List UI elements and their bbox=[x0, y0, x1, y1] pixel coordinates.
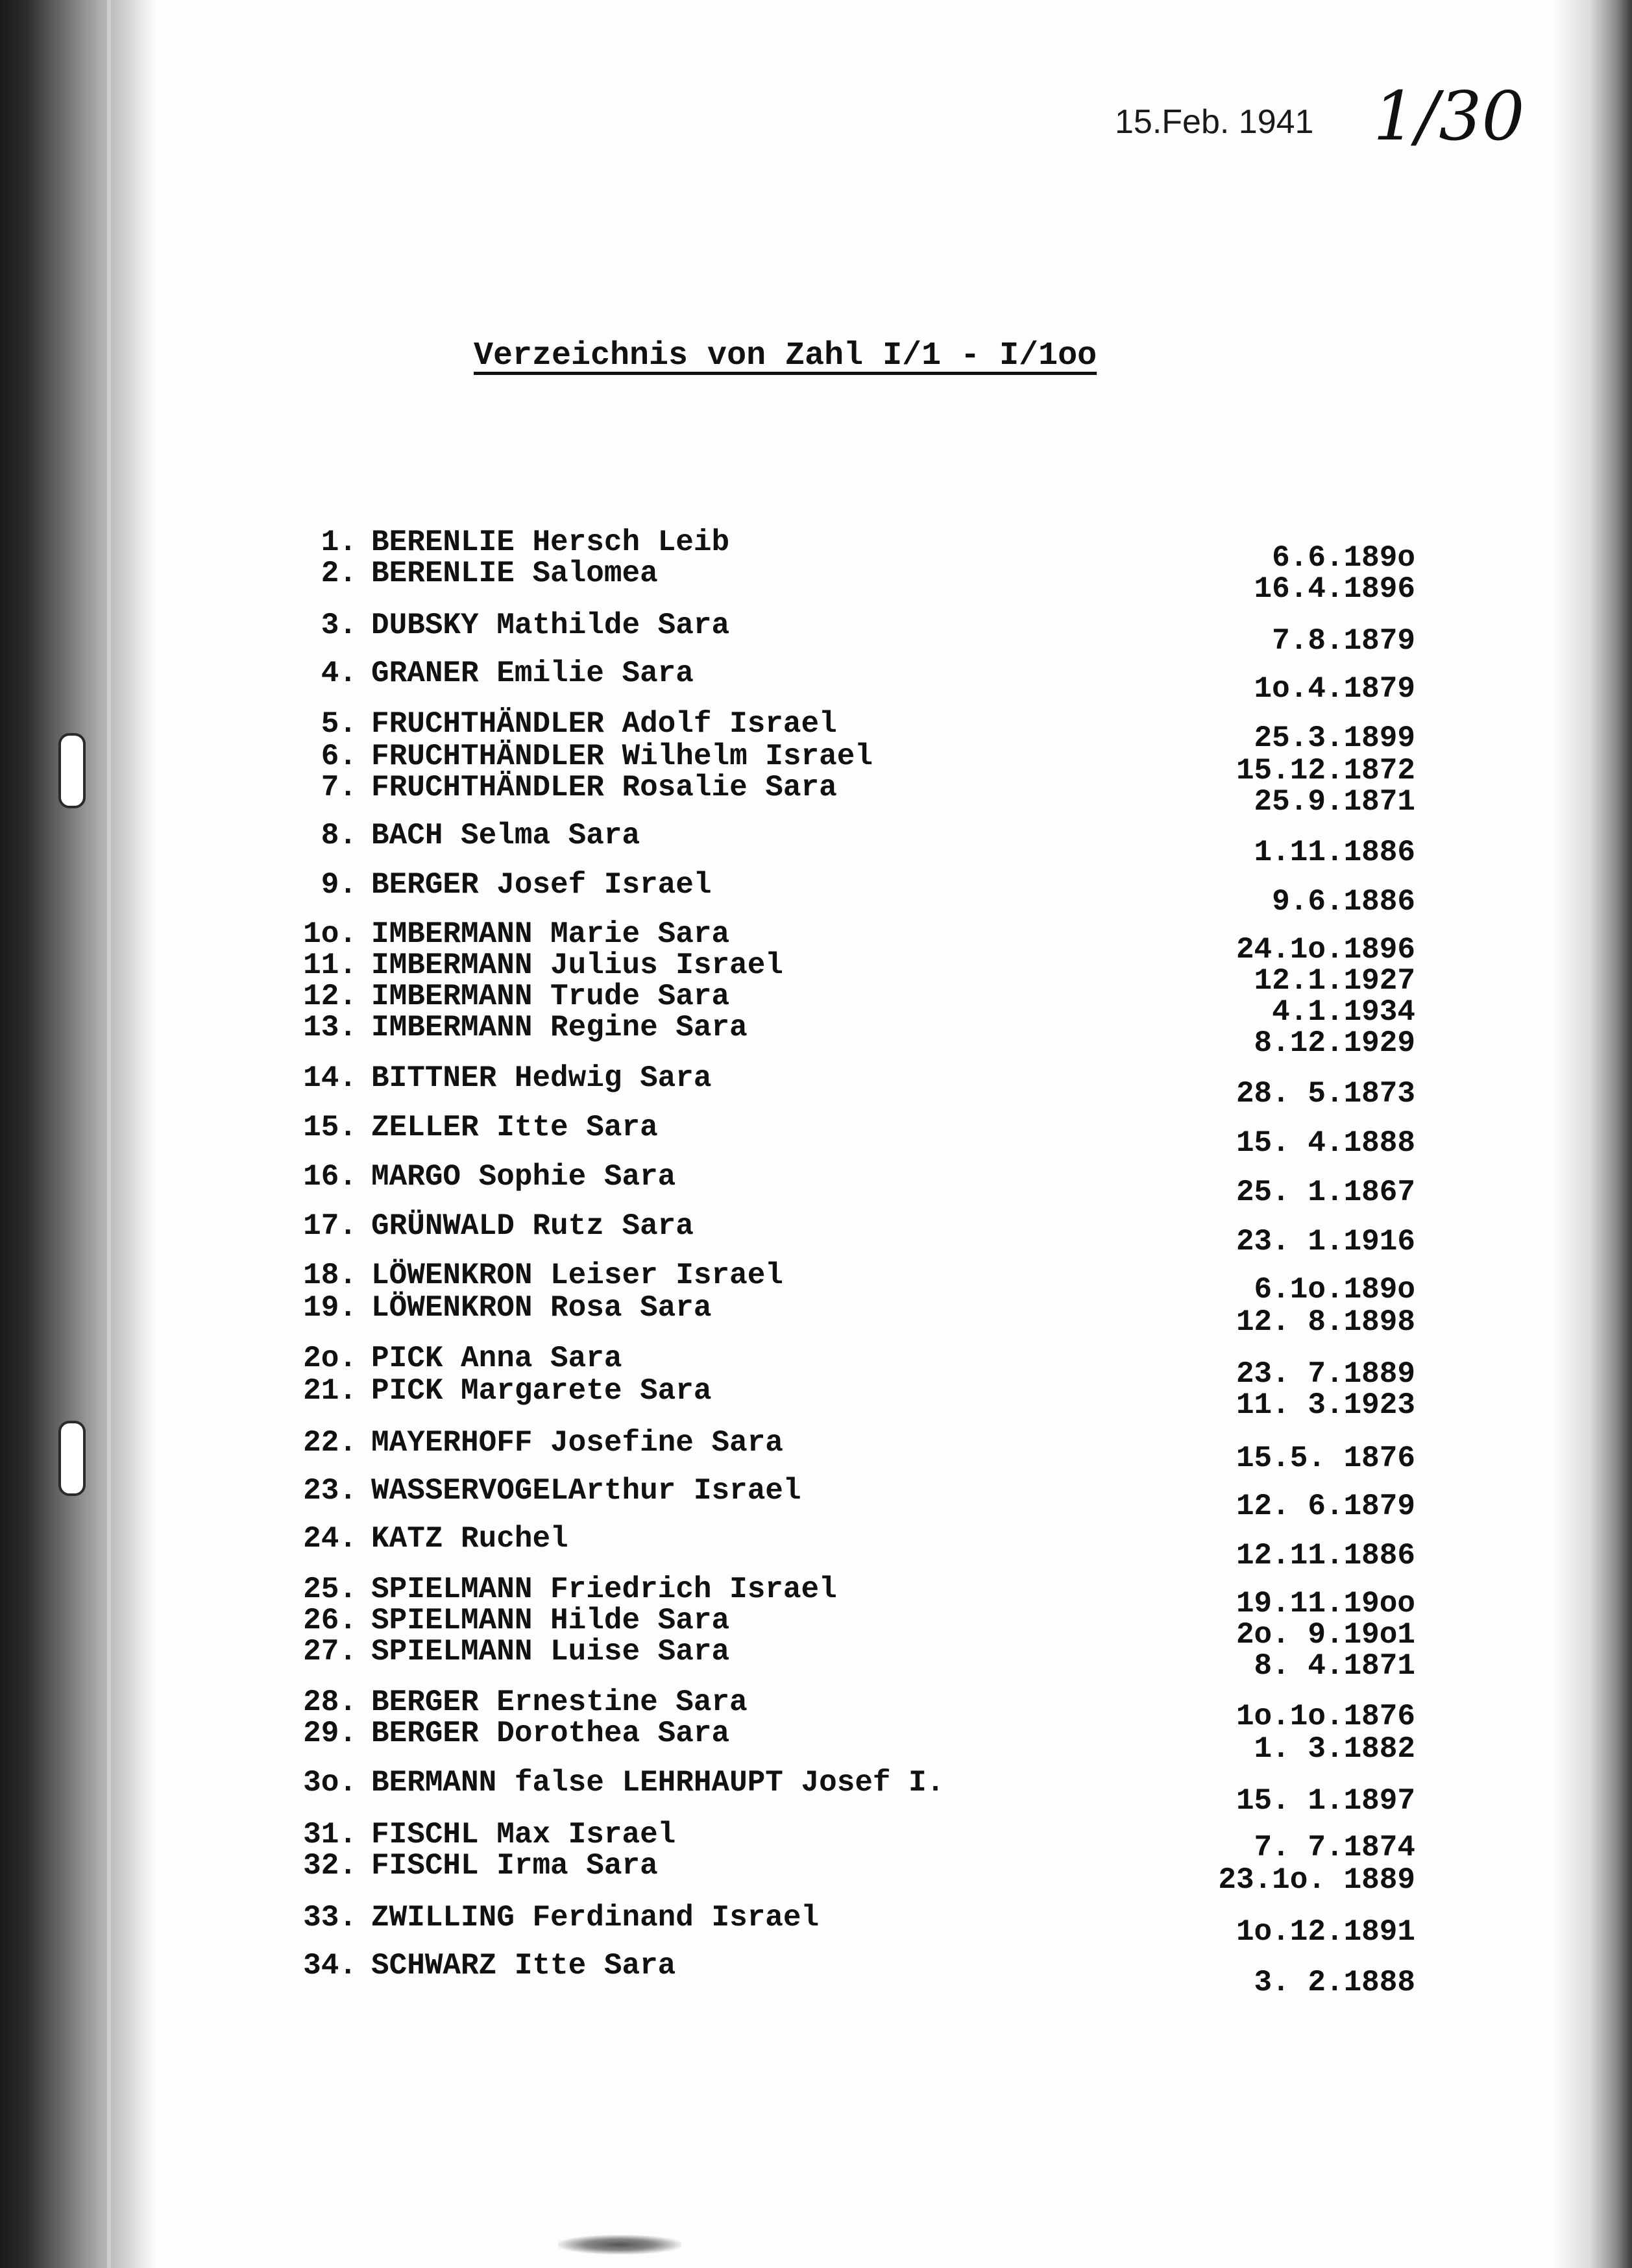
entry-name: PICK Margarete Sara bbox=[371, 1374, 712, 1408]
entry-birth-date: 1o.4.1879 bbox=[1254, 672, 1415, 706]
register-entry bbox=[286, 525, 729, 559]
register-entry bbox=[286, 980, 729, 1013]
entry-number: 34. bbox=[303, 1949, 357, 1983]
entry-birth-date: 15. 4.1888 bbox=[1236, 1126, 1415, 1160]
entry-number: 17. bbox=[303, 1209, 357, 1243]
entry-name: DUBSKY Mathilde Sara bbox=[371, 609, 730, 642]
register-entry bbox=[286, 1717, 729, 1750]
folio-number: 1/30 bbox=[1373, 77, 1525, 156]
entry-birth-date: 23. 1.1916 bbox=[1236, 1225, 1415, 1259]
entry-birth-date: 8. 4.1871 bbox=[1254, 1649, 1415, 1683]
entry-number: 18. bbox=[303, 1259, 357, 1292]
register-entry bbox=[286, 1849, 658, 1883]
entry-birth-date: 11. 3.1923 bbox=[1236, 1388, 1415, 1422]
register-entry bbox=[286, 1111, 658, 1144]
entry-name: PICK Anna Sara bbox=[371, 1342, 622, 1375]
entry-number: 32. bbox=[303, 1849, 357, 1883]
entry-birth-date: 28. 5.1873 bbox=[1236, 1077, 1415, 1111]
entry-birth-date: 1o.1o.1876 bbox=[1236, 1700, 1415, 1733]
entry-birth-date: 4.1.1934 bbox=[1272, 995, 1415, 1029]
entry-name: GRANER Emilie Sara bbox=[371, 657, 694, 690]
entry-number: 9. bbox=[321, 868, 357, 902]
entry-number: 1. bbox=[321, 525, 357, 559]
entry-birth-date: 12.1.1927 bbox=[1254, 964, 1415, 998]
entry-number: 5. bbox=[321, 707, 357, 741]
entry-name: LÖWENKRON Leiser Israel bbox=[371, 1259, 783, 1292]
entry-number: 15. bbox=[303, 1111, 357, 1144]
register-entry bbox=[286, 1061, 712, 1095]
entry-number: 16. bbox=[303, 1160, 357, 1194]
entry-number: 21. bbox=[303, 1374, 357, 1408]
register-entry bbox=[286, 1685, 748, 1719]
register-entry bbox=[286, 771, 837, 804]
register-entry bbox=[286, 740, 873, 773]
entry-number: 7. bbox=[321, 771, 357, 804]
entry-name: SPIELMANN Luise Sara bbox=[371, 1635, 730, 1669]
entry-name: LÖWENKRON Rosa Sara bbox=[371, 1291, 712, 1325]
register-entry bbox=[286, 1818, 676, 1852]
entry-name: BERGER Dorothea Sara bbox=[371, 1717, 730, 1750]
entry-birth-date: 7.8.1879 bbox=[1272, 624, 1415, 658]
register-entry bbox=[286, 1573, 837, 1606]
entry-birth-date: 7. 7.1874 bbox=[1254, 1831, 1415, 1864]
register-entry bbox=[286, 1474, 801, 1508]
entry-number: 13. bbox=[303, 1011, 357, 1044]
register-entry bbox=[286, 707, 837, 741]
register-entry bbox=[286, 819, 640, 852]
entry-name: SCHWARZ Itte Sara bbox=[371, 1949, 676, 1983]
entry-name: IMBERMANN Trude Sara bbox=[371, 980, 730, 1013]
entry-birth-date: 1o.12.1891 bbox=[1236, 1915, 1415, 1949]
entry-name: IMBERMANN Regine Sara bbox=[371, 1011, 748, 1044]
document-title: Verzeichnis von Zahl I/1 - I/1oo bbox=[474, 337, 1097, 374]
entry-birth-date: 25. 1.1867 bbox=[1236, 1176, 1415, 1209]
entry-name: SPIELMANN Hilde Sara bbox=[371, 1604, 730, 1637]
entry-number: 3o. bbox=[303, 1766, 357, 1800]
entry-birth-date: 19.11.19oo bbox=[1236, 1587, 1415, 1621]
entry-number: 26. bbox=[303, 1604, 357, 1637]
entry-name: FISCHL Max Israel bbox=[371, 1818, 676, 1852]
punch-hole-bottom bbox=[58, 1421, 86, 1496]
entry-birth-date: 6.6.189o bbox=[1272, 541, 1415, 575]
entry-number: 28. bbox=[303, 1685, 357, 1719]
register-entry bbox=[286, 948, 783, 982]
entry-name: BERGER Ernestine Sara bbox=[371, 1685, 748, 1719]
entry-birth-date: 1. 3.1882 bbox=[1254, 1732, 1415, 1766]
register-entry bbox=[286, 868, 712, 902]
entry-name: BERMANN false LEHRHAUPT Josef I. bbox=[371, 1766, 945, 1800]
entry-birth-date: 12. 6.1879 bbox=[1236, 1490, 1415, 1523]
entry-birth-date: 1.11.1886 bbox=[1254, 836, 1415, 869]
entry-number: 8. bbox=[321, 819, 357, 852]
register-entry bbox=[286, 657, 694, 690]
entry-name: BERGER Josef Israel bbox=[371, 868, 712, 902]
register-entry bbox=[286, 557, 658, 590]
entry-number: 3. bbox=[321, 609, 357, 642]
entry-number: 1o. bbox=[303, 917, 357, 951]
entry-name: ZELLER Itte Sara bbox=[371, 1111, 658, 1144]
register-entry bbox=[286, 1766, 944, 1800]
entry-birth-date: 24.1o.1896 bbox=[1236, 933, 1415, 967]
entry-name: IMBERMANN Marie Sara bbox=[371, 917, 730, 951]
entry-birth-date: 15. 1.1897 bbox=[1236, 1784, 1415, 1818]
register-entry bbox=[286, 1901, 819, 1935]
entry-name: WASSERVOGELArthur Israel bbox=[371, 1474, 801, 1508]
binding-shadow bbox=[0, 0, 156, 2268]
entry-number: 27. bbox=[303, 1635, 357, 1669]
entry-birth-date: 9.6.1886 bbox=[1272, 885, 1415, 919]
entry-birth-date: 12.11.1886 bbox=[1236, 1539, 1415, 1573]
entry-name: FISCHL Irma Sara bbox=[371, 1849, 658, 1883]
entry-birth-date: 15.12.1872 bbox=[1236, 754, 1415, 788]
entry-number: 23. bbox=[303, 1474, 357, 1508]
entry-birth-date: 12. 8.1898 bbox=[1236, 1305, 1415, 1339]
punch-hole-top bbox=[58, 733, 86, 808]
register-entry bbox=[286, 1160, 676, 1194]
page-edge-shadow bbox=[1554, 0, 1632, 2268]
entry-name: FRUCHTHÄNDLER Adolf Israel bbox=[371, 707, 837, 741]
entry-name: IMBERMANN Julius Israel bbox=[371, 948, 783, 982]
register-entry bbox=[286, 1426, 783, 1460]
entry-number: 2. bbox=[321, 557, 357, 590]
entry-name: FRUCHTHÄNDLER Wilhelm Israel bbox=[371, 740, 873, 773]
entry-number: 6. bbox=[321, 740, 357, 773]
entry-name: BERENLIE Hersch Leib bbox=[371, 525, 730, 559]
entry-birth-date: 16.4.1896 bbox=[1254, 572, 1415, 606]
entry-number: 19. bbox=[303, 1291, 357, 1325]
entry-name: MARGO Sophie Sara bbox=[371, 1160, 676, 1194]
register-entry bbox=[286, 917, 729, 951]
entry-birth-date: 3. 2.1888 bbox=[1254, 1966, 1415, 1999]
entry-name: FRUCHTHÄNDLER Rosalie Sara bbox=[371, 771, 837, 804]
entry-number: 11. bbox=[303, 948, 357, 982]
register-entry bbox=[286, 1604, 729, 1637]
entry-birth-date: 15.5. 1876 bbox=[1236, 1442, 1415, 1475]
register-entry bbox=[286, 1209, 694, 1243]
entry-number: 33. bbox=[303, 1901, 357, 1935]
entry-number: 12. bbox=[303, 980, 357, 1013]
entry-birth-date: 23.1o. 1889 bbox=[1218, 1863, 1415, 1897]
entry-number: 14. bbox=[303, 1061, 357, 1095]
register-entry bbox=[286, 1635, 729, 1669]
entry-name: BERENLIE Salomea bbox=[371, 557, 658, 590]
register-entry bbox=[286, 609, 729, 642]
entry-name: MAYERHOFF Josefine Sara bbox=[371, 1426, 783, 1460]
entry-name: SPIELMANN Friedrich Israel bbox=[371, 1573, 837, 1606]
entry-number: 29. bbox=[303, 1717, 357, 1750]
entry-birth-date: 25.9.1871 bbox=[1254, 785, 1415, 819]
entry-name: KATZ Ruchel bbox=[371, 1522, 568, 1556]
entry-name: GRÜNWALD Rutz Sara bbox=[371, 1209, 694, 1243]
entry-name: ZWILLING Ferdinand Israel bbox=[371, 1901, 820, 1935]
entry-name: BACH Selma Sara bbox=[371, 819, 640, 852]
register-entry bbox=[286, 1291, 712, 1325]
entry-birth-date: 8.12.1929 bbox=[1254, 1026, 1415, 1060]
received-date-stamp: 15.Feb. 1941 bbox=[1115, 103, 1314, 141]
entry-number: 24. bbox=[303, 1522, 357, 1556]
entry-number: 25. bbox=[303, 1573, 357, 1606]
entry-number: 2o. bbox=[303, 1342, 357, 1375]
entry-number: 22. bbox=[303, 1426, 357, 1460]
register-entry bbox=[286, 1522, 568, 1556]
entry-number: 4. bbox=[321, 657, 357, 690]
register-entry bbox=[286, 1259, 783, 1292]
register-entry bbox=[286, 1342, 622, 1375]
entry-name: BITTNER Hedwig Sara bbox=[371, 1061, 712, 1095]
register-entry bbox=[286, 1374, 712, 1408]
fold-line bbox=[107, 0, 111, 2268]
paper-blemish bbox=[558, 2235, 681, 2254]
entry-number: 31. bbox=[303, 1818, 357, 1852]
entry-birth-date: 23. 7.1889 bbox=[1236, 1357, 1415, 1391]
entry-birth-date: 2o. 9.19o1 bbox=[1236, 1618, 1415, 1652]
register-entry bbox=[286, 1011, 748, 1044]
entry-birth-date: 25.3.1899 bbox=[1254, 721, 1415, 755]
entry-birth-date: 6.1o.189o bbox=[1254, 1273, 1415, 1307]
register-entry bbox=[286, 1949, 676, 1983]
